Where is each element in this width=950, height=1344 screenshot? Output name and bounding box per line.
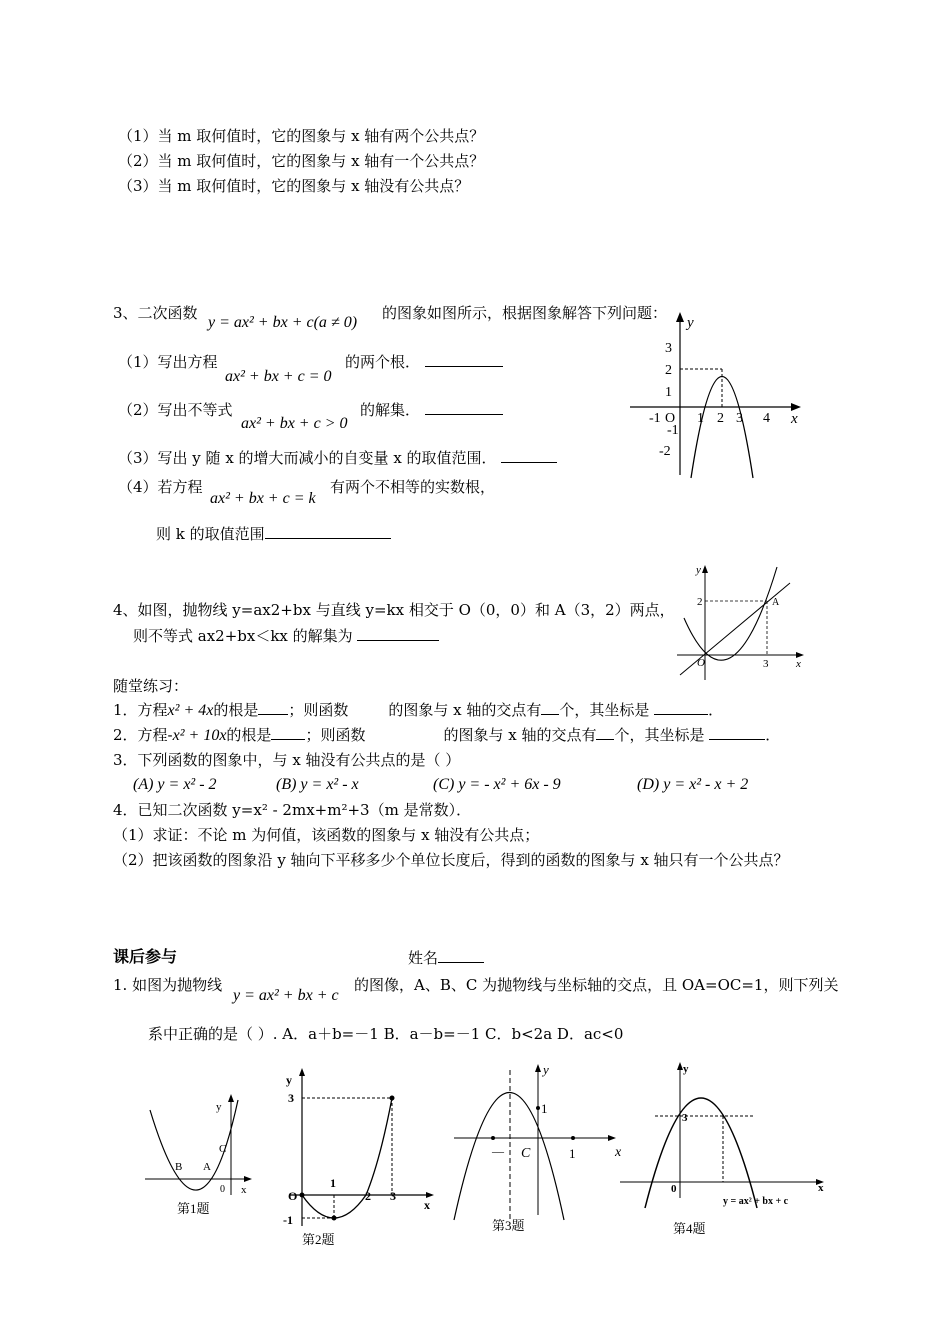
p3-sub4-tail: 有两个不相等的实数根， [330, 478, 496, 496]
f1-b: B [175, 1161, 183, 1173]
f1-x: x [241, 1184, 247, 1196]
graph3-origin: O [665, 411, 676, 426]
f2-caption: 第2题 [302, 1232, 335, 1247]
f3-caption: 第3题 [492, 1218, 525, 1233]
f2-y: y [286, 1073, 292, 1087]
practice-item-3: 3．下列函数的图象中，与 x 轴没有公共点的是（ ） [113, 751, 461, 769]
graph3-xtick-neg1: -1 [649, 411, 661, 426]
p3-sub4-label: （4）若方程 [118, 478, 203, 496]
homework-q1-label: 1. 如图为抛物线 [113, 976, 223, 994]
f3-one-y: 1 [541, 1101, 548, 1116]
f2-t3: 3 [288, 1091, 294, 1105]
graph3-ytick-3: 3 [665, 341, 672, 356]
option-b: (B) y = x² - x [276, 776, 359, 793]
f3-y: y [543, 1062, 549, 1077]
figure-4 [615, 1058, 830, 1243]
f2-one: 1 [330, 1176, 336, 1190]
problem4-graph [672, 563, 807, 683]
graph3-x-label: x [791, 411, 798, 427]
graph4-x: x [796, 658, 801, 670]
practice-item-4-1: （1）求证：不论 m 为何值，该函数的图象与 x 轴没有公共点； [113, 826, 540, 844]
p3-sub3: （3）写出 y 随 x 的增大而减小的自变量 x 的取值范围． [118, 448, 557, 468]
f2-two: 2 [365, 1189, 371, 1203]
f4-x: x [818, 1182, 824, 1194]
practice-heading: 随堂练习： [113, 677, 189, 695]
f1-c: C [219, 1143, 227, 1155]
problem3-function: y = ax² + bx + c(a ≠ 0) [208, 314, 358, 331]
f4-y: y [683, 1063, 689, 1075]
option-c: (C) y = - x² + 6x - 9 [433, 776, 561, 793]
graph3-ytick-1: 1 [665, 385, 672, 400]
graph4-two: 2 [697, 596, 703, 608]
graph3-xtick-1: 1 [697, 411, 704, 426]
p3-sub2-label: （2）写出不等式 [118, 401, 233, 419]
f2-o: O [288, 1189, 298, 1203]
f2-n1: -1 [283, 1213, 293, 1227]
p3-sub2-tail: 的解集． [360, 400, 503, 420]
homework-q1-equation: y = ax² + bx + c [233, 987, 339, 1004]
f1-y: y [216, 1101, 222, 1113]
f1-a: A [203, 1161, 211, 1173]
question-2: （2）当 m 取何值时，它的图象与 x 轴有一个公共点？ [118, 152, 485, 170]
f4-caption: 第4题 [673, 1221, 706, 1236]
practice-item-4-2: （2）把该函数的图象沿 y 轴向下平移多少个单位长度后，得到的函数的图象与 x 轴只有一个公共点？ [113, 851, 789, 869]
p3-sub4-range: 则 k 的取值范围 [156, 524, 391, 544]
graph4-o: O [697, 657, 705, 669]
f3-x: x [615, 1145, 622, 1160]
graph3-xtick-4: 4 [763, 411, 770, 426]
graph3-ytick-neg2: -2 [659, 444, 671, 459]
practice-item-1: 1．方程x² + 4x的根是 ；则函数 的图象与 x 轴的交点有 个，其坐标是 ． [113, 701, 724, 719]
graph4-y: y [696, 564, 701, 576]
f2-x3: 3 [390, 1189, 396, 1203]
homework-q1-text: 的图像，A、B、C 为抛物线与坐标轴的交点，且 OA=OC=1，则下列关 [354, 976, 839, 994]
f2-x: x [424, 1198, 430, 1212]
practice-item-4: 4．已知二次函数 y=x² - 2mx+m²+3（m 是常数）． [113, 801, 472, 819]
problem3-graph [625, 310, 805, 480]
option-a: (A) y = x² - 2 [133, 776, 217, 793]
f3-neg: — [492, 1144, 504, 1158]
f4-eq: y = ax² + bx + c [723, 1196, 789, 1207]
graph3-ytick-2: 2 [665, 363, 672, 378]
f1-caption: 第1题 [177, 1201, 210, 1216]
name-field: 姓名 [408, 948, 484, 968]
question-3: （3）当 m 取何值时，它的图象与 x 轴没有公共点？ [118, 177, 470, 195]
homework-title: 课后参与 [113, 947, 178, 966]
graph3-xtick-2: 2 [717, 411, 724, 426]
p3-sub4-equation: ax² + bx + c = k [210, 490, 316, 507]
problem4-line1: 4、如图，抛物线 y=ax2+bx 与直线 y=kx 相交于 O（0，0）和 A（3，2）两点， [113, 601, 675, 619]
problem4-line2: 则不等式 ax2+bx＜kx 的解集为 [133, 626, 439, 646]
graph3-xtick-3: 3 [736, 411, 743, 426]
p3-sub1-label: （1）写出方程 [118, 353, 218, 371]
graph3-y-label: y [687, 315, 694, 331]
figure-1 [140, 1090, 255, 1220]
practice-item-2: 2．方程-x² + 10x的根是 ；则函数 的图象与 x 轴的交点有 个，其坐标是 ． [113, 726, 781, 744]
f4-three: 3 [682, 1112, 688, 1124]
p3-sub1-tail: 的两个根． [345, 352, 503, 372]
f4-o: 0 [671, 1183, 677, 1195]
homework-q1-options: 系中正确的是（ ）. A．a＋b=－1 B．a－b=－1 C．b<2a D．ac<0 [148, 1025, 624, 1043]
p3-sub1-equation: ax² + bx + c = 0 [225, 368, 332, 385]
f3-c: C [521, 1146, 531, 1161]
problem3-intro: 3、二次函数 [113, 304, 198, 322]
option-d: (D) y = x² - x + 2 [637, 776, 749, 793]
question-1: （1）当 m 取何值时，它的图象与 x 轴有两个公共点？ [118, 127, 485, 145]
graph4-three: 3 [763, 658, 769, 670]
f1-o: 0 [220, 1184, 225, 1195]
figure-2 [280, 1066, 440, 1250]
graph4-a: A [772, 597, 780, 608]
graph3-ytick-neg1: -1 [667, 423, 679, 438]
f3-one-x: 1 [569, 1146, 576, 1161]
figure-3 [452, 1060, 627, 1235]
p3-sub2-inequality: ax² + bx + c > 0 [241, 415, 348, 432]
problem3-intro-tail: 的图象如图所示，根据图象解答下列问题： [382, 304, 668, 322]
